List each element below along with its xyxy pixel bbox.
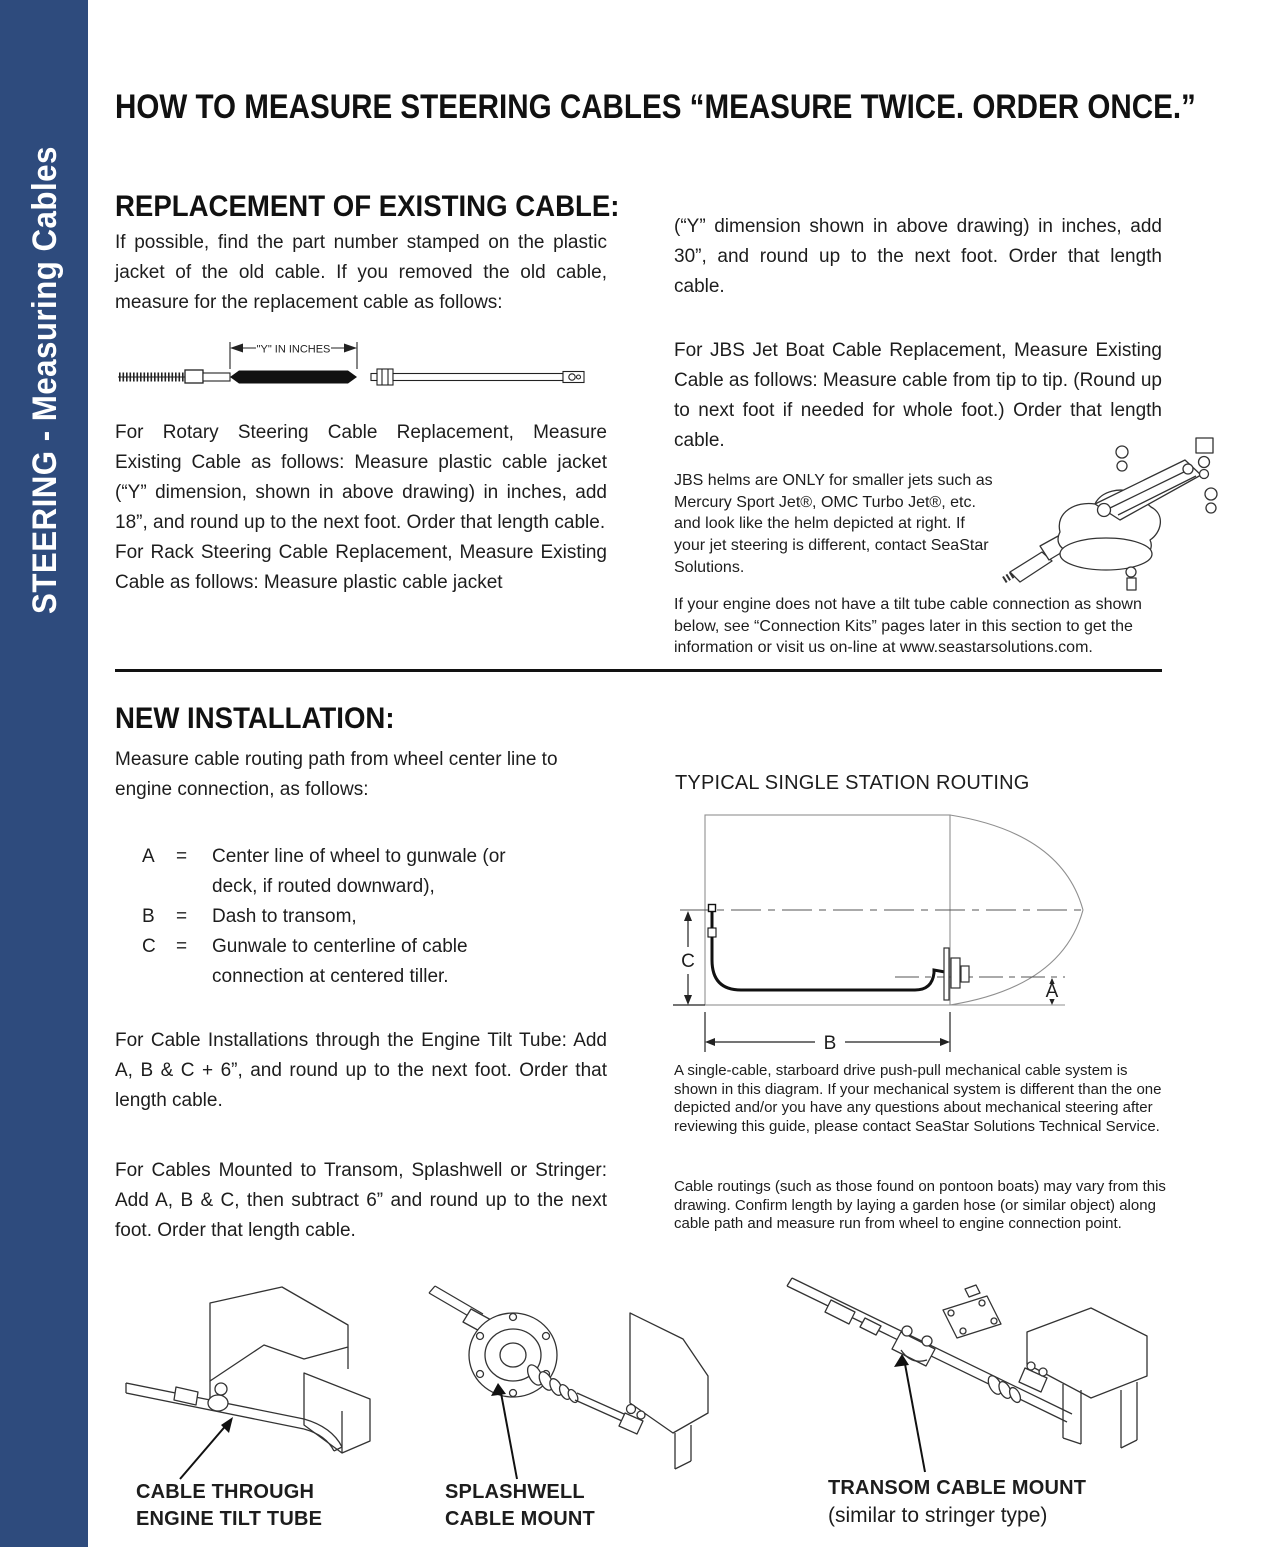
definition-eq-b: =: [176, 906, 188, 927]
caption-line: CABLE THROUGH: [136, 1481, 315, 1503]
dimension-arrow-left: [230, 344, 243, 353]
dimension-definition-list: [142, 842, 542, 992]
engine-symbol: [944, 948, 969, 1000]
page-title: HOW TO MEASURE STEERING CABLES “MEASURE TWICE. ORDER ONCE.”: [115, 88, 1196, 126]
tilt-tube-bolt: [215, 1383, 227, 1395]
definition-key-b: B: [142, 906, 155, 927]
dimension-label-c: C: [681, 951, 695, 972]
cable-measurement-diagram: [115, 333, 593, 395]
tilt-tube-note: If your engine does not have a tilt tube cable connection as shown below, see “Connection Kits” pages later in this section to get the information or visit us on-line at www.seastarsolutions.com.: [674, 596, 1142, 657]
caption-line: ENGINE TILT TUBE: [136, 1508, 323, 1530]
figure-splashwell-illustration: [425, 1283, 715, 1483]
splashwell-panel: [210, 1287, 348, 1381]
caption-line: SPLASHWELL: [445, 1481, 585, 1503]
routing-caption-1: A single-cable, starboard drive push-pull mechanical cable system is shown in this diagram. If your mechanical system is different than the one depicted and/or you have any questions about mechanical steering after reviewing this guide, please contact SeaStar Solutions Technical Service.: [674, 1062, 1162, 1135]
transom-corner: [1027, 1308, 1147, 1398]
definition-key-a: A: [142, 846, 155, 867]
figure-splashwell-caption: [445, 1479, 595, 1533]
caption-line: TRANSOM CABLE MOUNT: [828, 1477, 1087, 1499]
jbs-helm-note: JBS helms are ONLY for smaller jets such as Mercury Sport Jet®, OMC Turbo Jet®, etc. and look like the helm depicted at right. If your jet steering is different, contact SeaStar Solutions.: [674, 472, 993, 576]
definition-text-c: Gunwale to centerline of cable connection at centered tiller.: [212, 936, 468, 987]
rotary-rack-paragraphs: [115, 418, 607, 598]
definition-eq-c: =: [176, 936, 188, 957]
callout-arrow: [501, 1393, 517, 1479]
rotary-replacement-paragraph: For Rotary Steering Cable Replacement, Measure Existing Cable as follows: Measure plastic cable jacket (“Y” dimension, shown in above drawing) in inches, add 18”, and round up to the next foot. Order that length cable.: [115, 422, 607, 533]
routing-caption-2: Cable routings (such as those found on pontoon boats) may vary from this drawing. Confirm length by laying a garden hose (or similar object) along cable path and measure run from wheel to engine connection point.: [674, 1178, 1166, 1232]
mount-plate: [943, 1296, 1001, 1338]
definition-eq-a: =: [176, 846, 188, 867]
figure-transom-caption: [828, 1475, 1086, 1529]
jbs-replacement-paragraph: For JBS Jet Boat Cable Replacement, Measure Existing Cable as follows: Measure cable from tip to tip. (Round up to next foot if needed for whole foot.) Order that length cable.: [674, 340, 1162, 451]
transom-bracket: [304, 1373, 370, 1453]
dimension-arrow-right: [344, 344, 357, 353]
cable-fitting: [825, 1300, 855, 1324]
single-station-routing-diagram: [665, 800, 1210, 1058]
tilt-tube-install-paragraph: For Cable Installations through the Engine Tilt Tube: Add A, B & C + 6”, and round up to the next foot. Order that length cable.: [115, 1030, 607, 1111]
replacement-heading: REPLACEMENT OF EXISTING CABLE:: [115, 190, 620, 223]
replacement-intro-paragraph: If possible, find the part number stamped on the plastic jacket of the old cable. If you removed the old cable, measure for the replacement cable as follows:: [115, 232, 607, 313]
cable-jacket: [230, 371, 357, 384]
figure-transom-mount-illustration: [775, 1272, 1185, 1477]
callout-arrow: [180, 1423, 228, 1479]
sidebar-section-label: STEERING - Measuring Cables: [26, 146, 64, 614]
y-dimension-paragraph: (“Y” dimension shown in above drawing) in inches, add 30”, and round up to the next foot. Order that length cable.: [674, 216, 1162, 297]
callout-arrow: [905, 1364, 925, 1472]
new-installation-intro: Measure cable routing path from wheel center line to engine connection, as follows:: [115, 749, 558, 800]
definition-text-b: Dash to transom,: [212, 906, 357, 927]
definition-text-a: Center line of wheel to gunwale (or deck, if routed downward),: [212, 846, 506, 897]
caption-line: (similar to stringer type): [828, 1504, 1048, 1527]
dimension-label-b: B: [823, 1033, 837, 1054]
new-installation-heading: NEW INSTALLATION:: [115, 702, 395, 735]
caption-line: CABLE MOUNT: [445, 1508, 595, 1530]
dimension-label-a: A: [1045, 981, 1059, 1002]
cable-fitting: [174, 1387, 198, 1405]
figure-tilt-tube-illustration: [118, 1283, 420, 1483]
rack-replacement-paragraph: For Rack Steering Cable Replacement, Measure Existing Cable as follows: Measure plastic cable jacket: [115, 542, 607, 593]
routing-diagram-title: TYPICAL SINGLE STATION ROUTING: [675, 772, 1030, 794]
y-in-inches-label: "Y" IN INCHES: [256, 343, 331, 356]
transom-install-paragraph: For Cables Mounted to Transom, Splashwell or Stringer: Add A, B & C, then subtract 6” and round up to the next foot. Order that length cable.: [115, 1160, 607, 1241]
section-sidebar: [0, 0, 88, 1547]
section-divider: [115, 669, 1162, 672]
figure-tilt-tube-caption: [136, 1479, 322, 1533]
definition-key-c: C: [142, 936, 156, 957]
jet-helm-illustration: [1000, 432, 1235, 597]
